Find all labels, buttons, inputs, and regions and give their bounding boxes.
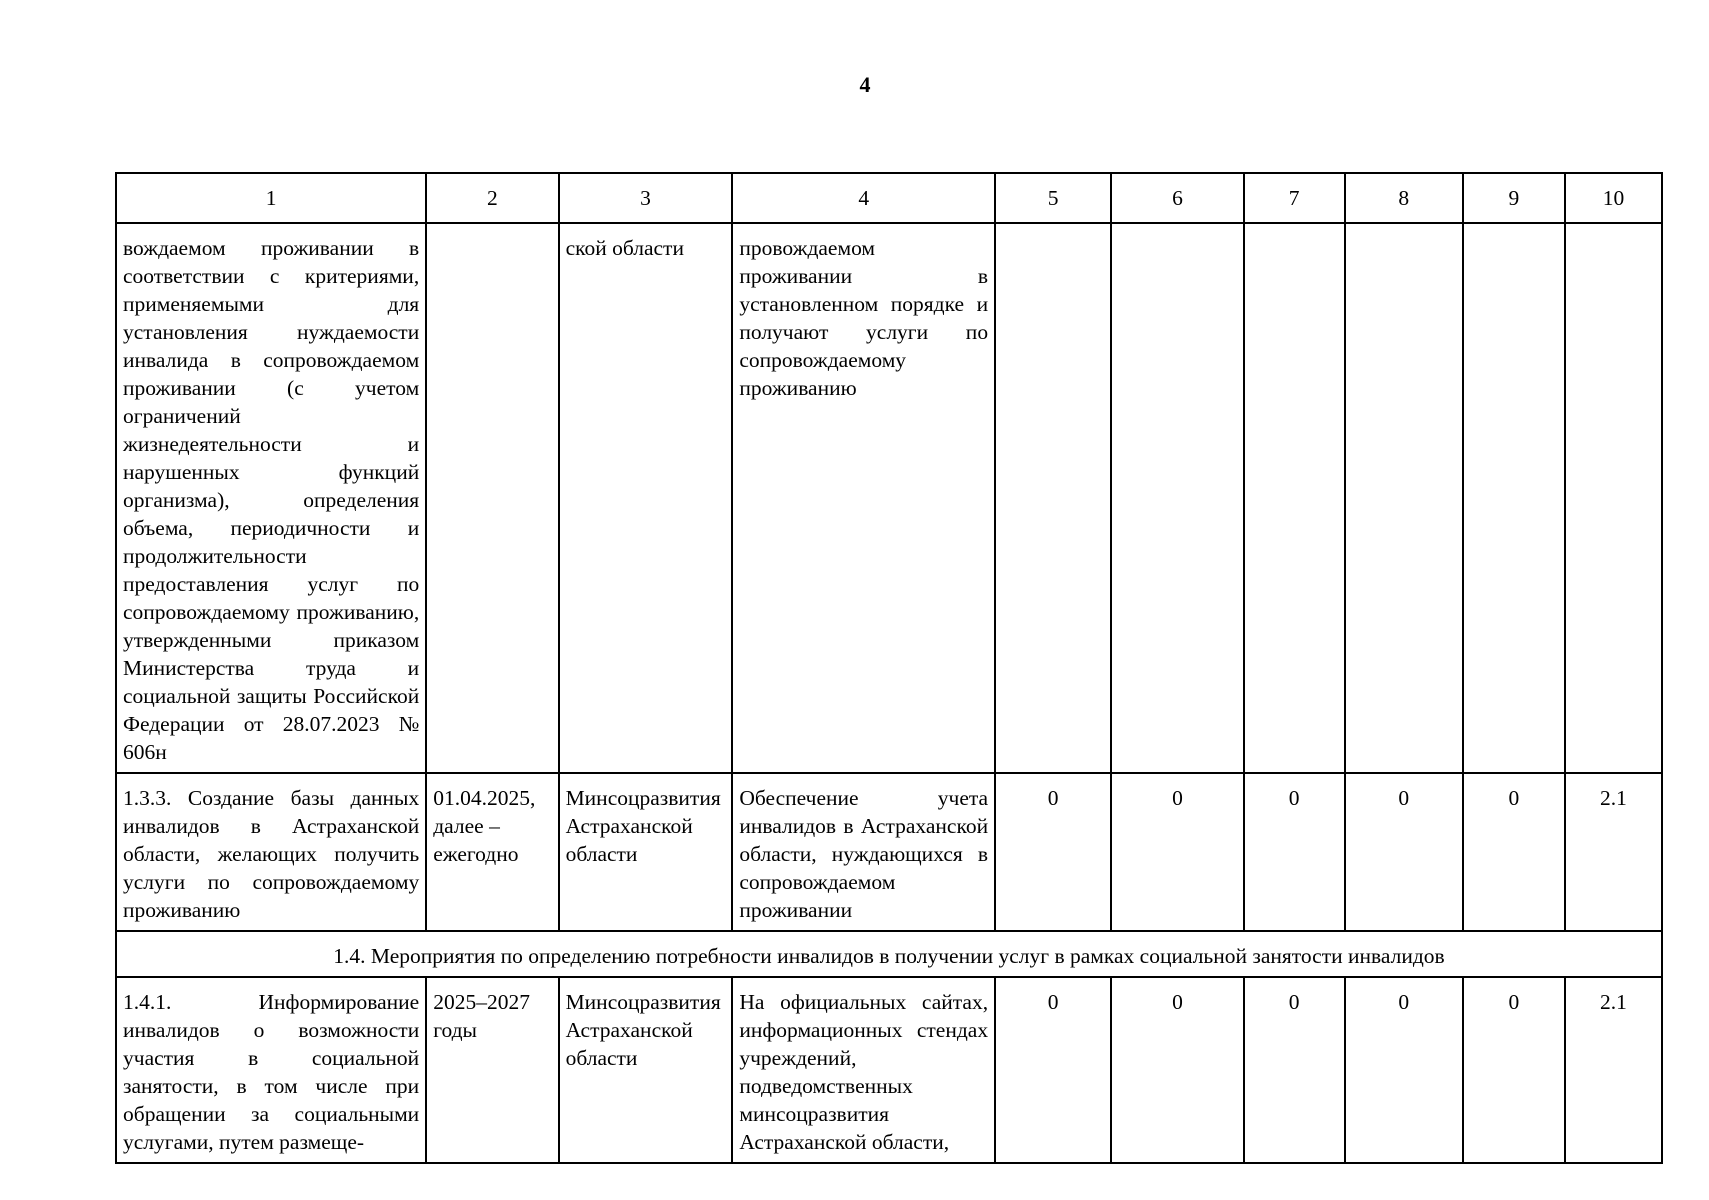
header-cell-2: 2	[426, 173, 558, 223]
value-cell-6: 0	[1111, 773, 1243, 931]
value-cell-10	[1565, 223, 1662, 773]
responsible-cell: ской области	[559, 223, 733, 773]
value-cell-10: 2.1	[1565, 773, 1662, 931]
value-cell-6	[1111, 223, 1243, 773]
section-heading-row	[116, 931, 1662, 977]
result-cell: На официальных сайтах, информационных стендах учреждений, подведомственных минсоцразвития Астраханской области,	[732, 977, 995, 1163]
value-cell-10: 2.1	[1565, 977, 1662, 1163]
measure-description-cell: 1.4.1. Информирование инвалидов о возможности участия в социальной занятости, в том числе при обращении за социальными услугами, путем размеще-	[116, 977, 426, 1163]
table-row	[116, 223, 1662, 773]
deadline-cell: 01.04.2025, далее – ежегодно	[426, 773, 558, 931]
section-heading: 1.4. Мероприятия по определению потребности инвалидов в получении услуг в рамках социальной занятости инвалидов	[116, 931, 1662, 977]
page-number: 4	[859, 72, 871, 97]
header-cell-10: 10	[1565, 173, 1662, 223]
header-cell-5: 5	[995, 173, 1111, 223]
value-cell-9: 0	[1463, 977, 1565, 1163]
header-cell-6: 6	[1111, 173, 1243, 223]
value-cell-5: 0	[995, 977, 1111, 1163]
value-cell-9: 0	[1463, 773, 1565, 931]
value-cell-5: 0	[995, 773, 1111, 931]
value-cell-7: 0	[1244, 977, 1345, 1163]
header-cell-1: 1	[116, 173, 426, 223]
measure-description-cell: 1.3.3. Создание базы данных инвалидов в Астраханской области, желающих получить услуги по сопровождаемому проживанию	[116, 773, 426, 931]
responsible-cell: Минсоцразвития Астраханской области	[559, 977, 733, 1163]
responsible-cell: Минсоцразвития Астраханской области	[559, 773, 733, 931]
header-cell-7: 7	[1244, 173, 1345, 223]
header-row	[116, 173, 1662, 223]
table-row	[116, 977, 1662, 1163]
measures-table	[115, 172, 1663, 1164]
value-cell-8: 0	[1345, 773, 1463, 931]
value-cell-6: 0	[1111, 977, 1243, 1163]
table-row	[116, 773, 1662, 931]
value-cell-8	[1345, 223, 1463, 773]
value-cell-9	[1463, 223, 1565, 773]
header-cell-8: 8	[1345, 173, 1463, 223]
value-cell-7	[1244, 223, 1345, 773]
value-cell-8: 0	[1345, 977, 1463, 1163]
value-cell-5	[995, 223, 1111, 773]
header-cell-3: 3	[559, 173, 733, 223]
value-cell-7: 0	[1244, 773, 1345, 931]
measure-description-cell: вождаемом проживании в соответствии с критериями, применяемыми для установления нуждаемости инвалида в сопровождаемом проживании (с учетом ограничений жизнедеятельности и нарушенных функций организма), определения объема, периодичности и продолжительности предоставления услуг по сопровождаемому проживанию, утвержденными приказом Министерства труда и социальной защиты Российской Федерации от 28.07.2023 № 606н	[116, 223, 426, 773]
header-cell-4: 4	[732, 173, 995, 223]
deadline-cell	[426, 223, 558, 773]
result-cell: Обеспечение учета инвалидов в Астраханской области, нуждающихся в сопровождаемом проживании	[732, 773, 995, 931]
header-cell-9: 9	[1463, 173, 1565, 223]
result-cell: провождаемом проживании в установленном порядке и получают услуги по сопровождаемому проживанию	[732, 223, 995, 773]
deadline-cell: 2025–2027 годы	[426, 977, 558, 1163]
